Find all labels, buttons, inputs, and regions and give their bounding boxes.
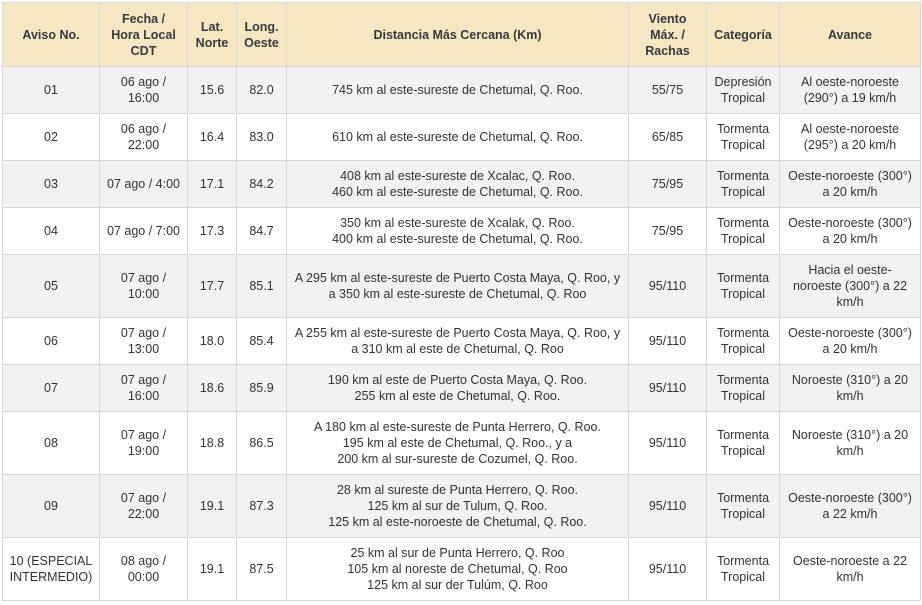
cell-avance: Noroeste (310°) a 20 km/h [780,365,921,412]
cell-fecha: 07 ago / 19:00 [100,412,188,475]
cell-lat: 18.6 [188,365,237,412]
cell-viento: 95/110 [629,365,707,412]
header-categoria: Categoría [707,3,780,67]
cell-lat: 17.1 [188,161,237,208]
cell-categoria: Tormenta Tropical [707,365,780,412]
cell-categoria: Depresión Tropical [707,67,780,114]
cell-aviso: 01 [3,67,100,114]
cell-categoria: Tormenta Tropical [707,318,780,365]
cell-distancia: 28 km al sureste de Punta Herrero, Q. Roo. 125 km al sur de Tulum, Q. Roo. 125 km al este-noroeste de Chetumal, Q. Roo. [287,475,629,538]
header-fecha: Fecha / Hora Local CDT [100,3,188,67]
header-aviso: Aviso No. [3,3,100,67]
cell-fecha: 07 ago / 10:00 [100,255,188,318]
cell-long: 82.0 [237,67,287,114]
cell-lat: 18.8 [188,412,237,475]
table-row [3,538,921,601]
cell-long: 86.5 [237,412,287,475]
table-header-row [3,3,921,67]
cell-avance: Al oeste-noroeste (295°) a 20 km/h [780,114,921,161]
cell-fecha: 07 ago / 7:00 [100,208,188,255]
cell-categoria: Tormenta Tropical [707,255,780,318]
cell-fecha: 07 ago / 16:00 [100,365,188,412]
cell-long: 84.2 [237,161,287,208]
cell-fecha: 07 ago / 4:00 [100,161,188,208]
cell-viento: 95/110 [629,255,707,318]
cell-avance: Noroeste (310°) a 20 km/h [780,412,921,475]
cell-categoria: Tormenta Tropical [707,538,780,601]
cell-long: 84.7 [237,208,287,255]
cell-viento: 75/95 [629,161,707,208]
cell-lat: 16.4 [188,114,237,161]
cell-fecha: 06 ago / 16:00 [100,67,188,114]
cell-aviso: 07 [3,365,100,412]
cell-viento: 95/110 [629,538,707,601]
cell-long: 85.1 [237,255,287,318]
advisories-table [2,2,921,601]
cell-aviso: 09 [3,475,100,538]
cell-aviso: 04 [3,208,100,255]
cell-distancia: 190 km al este de Puerto Costa Maya, Q. Roo. 255 km al este de Chetumal, Q. Roo. [287,365,629,412]
table-row [3,208,921,255]
cell-lat: 19.1 [188,538,237,601]
cell-distancia: A 180 km al este-sureste de Punta Herrero, Q. Roo. 195 km al este de Chetumal, Q. Roo., y a 200 km al sur-sureste de Cozumel, Q. Roo. [287,412,629,475]
cell-distancia: A 255 km al este-sureste de Puerto Costa Maya, Q. Roo, y a 310 km al este de Chetumal, Q. Roo [287,318,629,365]
cell-distancia: 745 km al este-sureste de Chetumal, Q. Roo. [287,67,629,114]
cell-distancia: A 295 km al este-sureste de Puerto Costa Maya, Q. Roo, y a 350 km al este-sureste de Chetumal, Q. Roo [287,255,629,318]
cell-lat: 19.1 [188,475,237,538]
cell-long: 83.0 [237,114,287,161]
cell-avance: Oeste-noroeste (300°) a 20 km/h [780,161,921,208]
cell-categoria: Tormenta Tropical [707,161,780,208]
header-long: Long. Oeste [237,3,287,67]
cell-fecha: 06 ago / 22:00 [100,114,188,161]
cell-distancia: 408 km al este-sureste de Xcalac, Q. Roo. 460 km al este-sureste de Chetumal, Q. Roo. [287,161,629,208]
cell-fecha: 07 ago / 13:00 [100,318,188,365]
cell-lat: 17.7 [188,255,237,318]
table-row [3,365,921,412]
cell-viento: 95/110 [629,412,707,475]
cell-distancia: 25 km al sur de Punta Herrero, Q. Roo 105 km al noreste de Chetumal, Q. Roo 125 km al sur der Tulúm, Q. Roo [287,538,629,601]
cell-avance: Oeste-noroeste a 22 km/h [780,538,921,601]
cell-long: 85.9 [237,365,287,412]
header-lat: Lat. Norte [188,3,237,67]
cell-fecha: 07 ago / 22:00 [100,475,188,538]
cell-viento: 75/95 [629,208,707,255]
cell-categoria: Tormenta Tropical [707,114,780,161]
cell-lat: 15.6 [188,67,237,114]
header-avance: Avance [780,3,921,67]
cell-distancia: 610 km al este-sureste de Chetumal, Q. Roo. [287,114,629,161]
cell-avance: Al oeste-noroeste (290°) a 19 km/h [780,67,921,114]
header-distancia: Distancia Más Cercana (Km) [287,3,629,67]
table-row [3,67,921,114]
table-row [3,255,921,318]
cell-fecha: 08 ago / 00:00 [100,538,188,601]
cell-avance: Hacia el oeste- noroeste (300°) a 22 km/h [780,255,921,318]
cell-aviso: 02 [3,114,100,161]
cell-long: 87.5 [237,538,287,601]
cell-viento: 95/110 [629,475,707,538]
cell-long: 87.3 [237,475,287,538]
cell-viento: 65/85 [629,114,707,161]
cell-categoria: Tormenta Tropical [707,412,780,475]
cell-aviso: 06 [3,318,100,365]
cell-aviso: 08 [3,412,100,475]
table-row [3,318,921,365]
cell-viento: 95/110 [629,318,707,365]
cell-viento: 55/75 [629,67,707,114]
table-row [3,475,921,538]
cell-categoria: Tormenta Tropical [707,475,780,538]
cell-aviso: 10 (ESPECIAL INTERMEDIO) [3,538,100,601]
cell-avance: Oeste-noroeste (300°) a 20 km/h [780,318,921,365]
table-row [3,161,921,208]
table-row [3,412,921,475]
cell-avance: Oeste-noroeste (300°) a 22 km/h [780,475,921,538]
cell-long: 85.4 [237,318,287,365]
table-row [3,114,921,161]
cell-distancia: 350 km al este-sureste de Xcalak, Q. Roo. 400 km al este-sureste de Chetumal, Q. Roo. [287,208,629,255]
cell-lat: 17.3 [188,208,237,255]
cell-avance: Oeste-noroeste (300°) a 20 km/h [780,208,921,255]
header-viento: Viento Máx. / Rachas [629,3,707,67]
cell-lat: 18.0 [188,318,237,365]
cell-categoria: Tormenta Tropical [707,208,780,255]
cell-aviso: 03 [3,161,100,208]
cell-aviso: 05 [3,255,100,318]
